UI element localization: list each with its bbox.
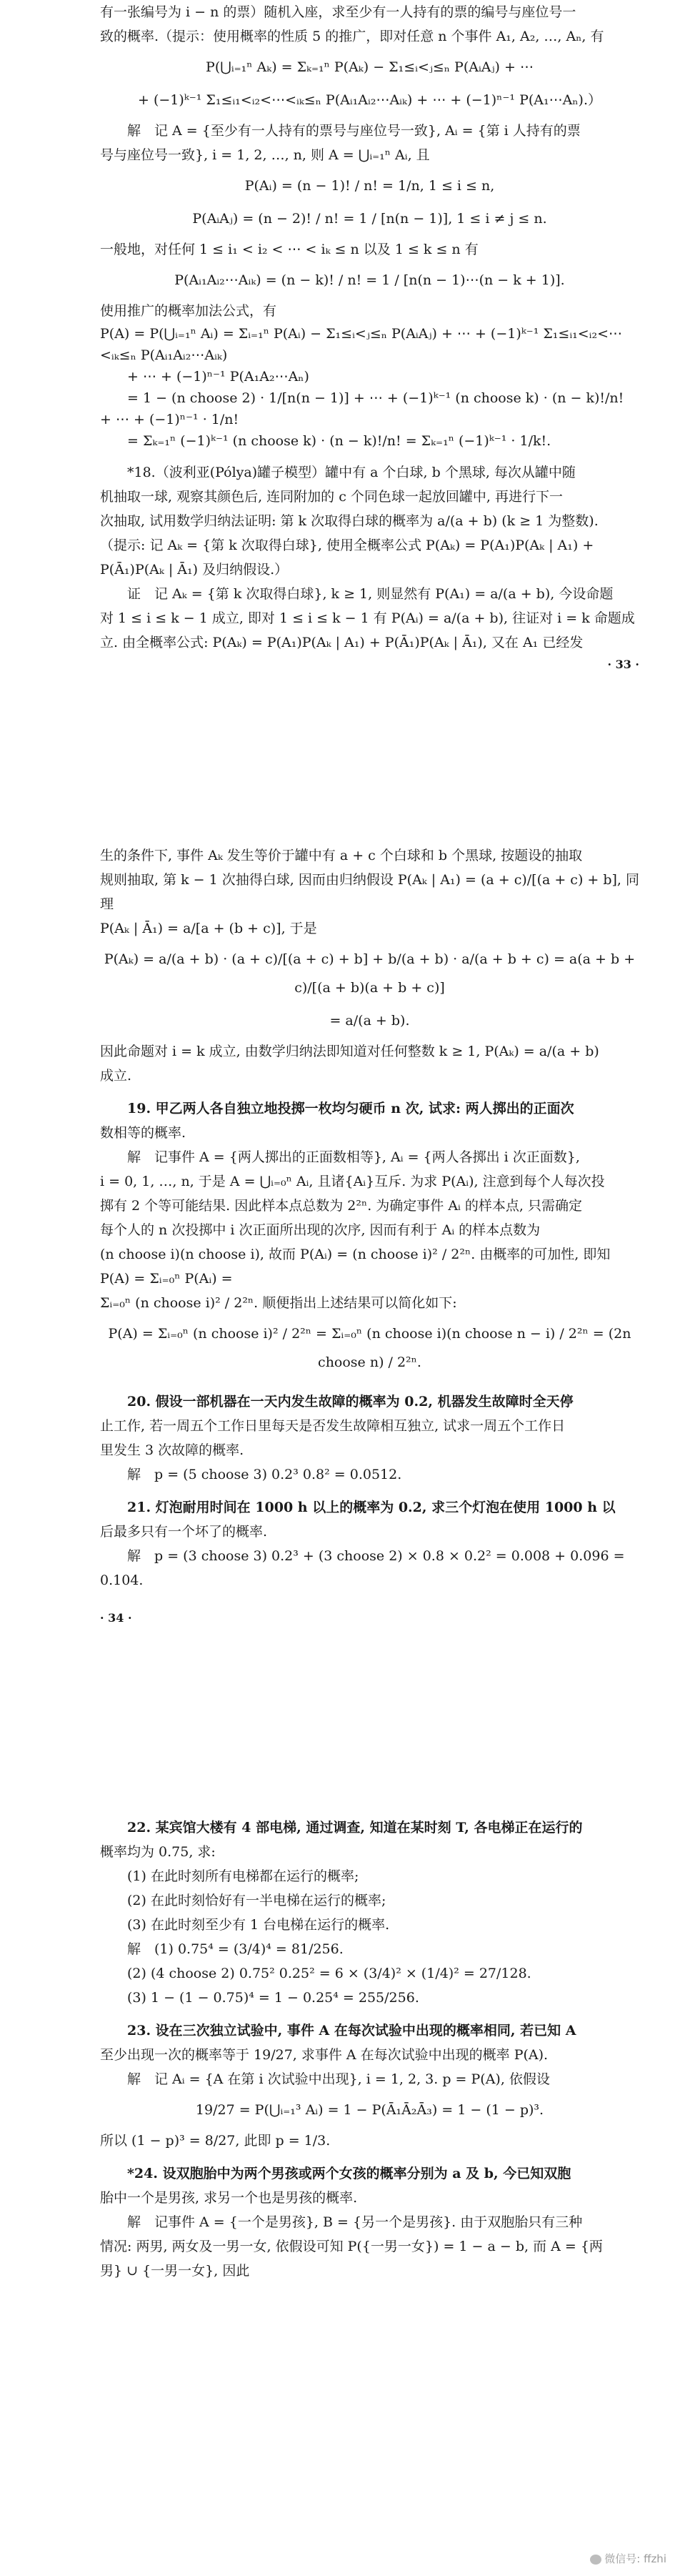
equation: = a/(a + b). <box>329 1013 410 1029</box>
text-line: 使用推广的概率加法公式，有 <box>100 303 277 319</box>
solution-text: 解 记 Aᵢ = {A 在第 i 次试验中出现}, i = 1, 2, 3. p = P(A), 依假设 <box>127 2071 550 2087</box>
equation: 19/27 = P(⋃ᵢ₌₁³ Aᵢ) = 1 − P(Ā₁Ā₂Ā₃) = 1 − (1 − p)³. <box>195 2102 544 2118</box>
text-line: 每个人的 n 次投掷中 i 次正面所出现的次序, 因而有利于 Aᵢ 的样本点数为 <box>100 1222 541 1238</box>
problem-23: 23. 设在三次独立试验中, 事件 A 在每次试验中出现的概率相同, 若已知 A <box>127 2023 576 2038</box>
text-line: 数相等的概率. <box>100 1125 186 1141</box>
equation: P(Aᵢ₁Aᵢ₂⋯Aᵢₖ) = (n − k)! / n! = 1 / [n(n − 1)⋯(n − k + 1)]. <box>174 272 565 288</box>
equation: P(Aₖ) = a/(a + b) · (a + c)/[(a + c) + b] + b/(a + b) · a/(a + b + c) = a(a + b + c)/[(a + b)(a + b + c)] <box>104 951 636 996</box>
equation: + (−1)ᵏ⁻¹ Σ₁≤ᵢ₁<ᵢ₂<⋯<ᵢₖ≤ₙ P(Aᵢ₁Aᵢ₂⋯Aᵢₖ) + ⋯ + (−1)ⁿ⁻¹ P(A₁⋯Aₙ).） <box>137 92 601 108</box>
problem-24: *24. 设双胞胎中为两个男孩或两个女孩的概率分别为 a 及 b, 今已知双胞 <box>127 2166 571 2181</box>
text-line: 有一张编号为 i − n 的票）随机入座，求至少有一人持有的票的编号与座位号一 <box>100 4 576 20</box>
text-line: (2) 在此时刻恰好有一半电梯在运行的概率; <box>127 1893 386 1908</box>
text-line: 立. 由全概率公式: P(Aₖ) = P(A₁)P(Aₖ | A₁) + P(Ā₁)P(Aₖ | Ā₁), 又在 A₁ 已经发 <box>100 635 584 650</box>
solution-text: 解 (1) 0.75⁴ = (3/4)⁴ = 81/256. <box>127 1941 344 1957</box>
solution-text: (2) (4 choose 2) 0.75² 0.25² = 6 × (3/4)² × (1/4)² = 27/128. <box>127 1966 531 1981</box>
text-line: 号与座位号一致}, i = 1, 2, …, n, 则 A = ⋃ᵢ₌₁ⁿ Aᵢ, 且 <box>100 147 430 163</box>
wechat-icon <box>590 2555 601 2565</box>
text-line: 成立. <box>100 1068 132 1084</box>
equation: = 1 − (n choose 2) · 1/[n(n − 1)] + ⋯ + (−1)ᵏ⁻¹ (n choose k) · (n − k)!/n! + ⋯ + (−1)ⁿ⁻¹ · 1/n! <box>100 390 629 427</box>
text-line: (n choose i)(n choose i), 故而 P(Aᵢ) = (n choose i)² / 2²ⁿ. 由概率的可加性, 即知 P(A) = Σᵢ₌₀ⁿ P(Aᵢ) = <box>100 1247 615 1287</box>
text-line: 掷有 2 个等可能结果. 因此样本点总数为 2²ⁿ. 为确定事件 Aᵢ 的样本点, 只需确定 <box>100 1198 582 1214</box>
equation: + ⋯ + (−1)ⁿ⁻¹ P(A₁A₂⋯Aₙ) <box>127 369 309 385</box>
wechat-watermark <box>590 2551 666 2566</box>
equation: P(Aᵢ) = (n − 1)! / n! = 1/n, 1 ≤ i ≤ n, <box>244 178 495 194</box>
solution-text: 解 p = (3 choose 3) 0.2³ + (3 choose 2) × 0.8 × 0.2² = 0.008 + 0.096 = 0.104. <box>100 1548 629 1588</box>
equation: P(AᵢAⱼ) = (n − 2)! / n! = 1 / [n(n − 1)], 1 ≤ i ≠ j ≤ n. <box>192 211 547 227</box>
page-number: · 33 · <box>607 658 639 671</box>
text-line: (3) 在此时刻至少有 1 台电梯在运行的概率. <box>127 1917 390 1933</box>
text-line: （提示: 记 Aₖ = {第 k 次取得白球}, 使用全概率公式 P(Aₖ) = P(A₁)P(Aₖ | A₁) + <box>100 538 594 553</box>
text-line: P(Aₖ | Ā₁) = a/[a + (b + c)], 于是 <box>100 921 317 936</box>
problem-19: 19. 甲乙两人各自独立地投掷一枚均匀硬币 n 次, 试求: 两人掷出的正面次 <box>127 1101 574 1116</box>
text-line: 次抽取, 试用数学归纳法证明: 第 k 次取得白球的概率为 a/(a + b) (k ≥ 1 为整数). <box>100 513 599 529</box>
text-line: 致的概率.（提示：使用概率的性质 5 的推广，即对任意 n 个事件 A₁, A₂, …, Aₙ, 有 <box>100 29 604 44</box>
equation: = Σₖ₌₁ⁿ (−1)ᵏ⁻¹ (n choose k) · (n − k)!/n! = Σₖ₌₁ⁿ (−1)ᵏ⁻¹ · 1/k!. <box>127 433 551 449</box>
equation: P(A) = P(⋃ᵢ₌₁ⁿ Aᵢ) = Σᵢ₌₁ⁿ P(Aᵢ) − Σ₁≤ᵢ<ⱼ≤ₙ P(AᵢAⱼ) + ⋯ + (−1)ᵏ⁻¹ Σ₁≤ᵢ₁<ᵢ₂<⋯<ᵢₖ≤ₙ P(Aᵢ₁Aᵢ₂⋯Aᵢₖ) <box>100 326 623 363</box>
text-line: (1) 在此时刻所有电梯都在运行的概率; <box>127 1868 359 1884</box>
text-line: 对 1 ≤ i ≤ k − 1 成立, 即对 1 ≤ i ≤ k − 1 有 P(Aᵢ) = a/(a + b), 往证对 i = k 命题成 <box>100 610 635 626</box>
solution-text: (3) 1 − (1 − 0.75)⁴ = 1 − 0.25⁴ = 255/256. <box>127 1990 419 2006</box>
text-line: 至少出现一次的概率等于 19/27, 求事件 A 在每次试验中出现的概率 P(A). <box>100 2047 549 2063</box>
text-line: 生的条件下, 事件 Aₖ 发生等价于罐中有 a + c 个白球和 b 个黑球, 按题设的抽取 <box>100 848 583 863</box>
page-34 <box>0 843 695 1765</box>
problem-21: 21. 灯泡耐用时间在 1000 h 以上的概率为 0.2, 求三个灯泡在使用 1000 h 以 <box>127 1500 616 1515</box>
text-line: 因此命题对 i = k 成立, 由数学归纳法即知道对任何整数 k ≥ 1, P(Aₖ) = a/(a + b) <box>100 1044 599 1059</box>
text-line: i = 0, 1, …, n, 于是 A = ⋃ᵢ₌₀ⁿ Aᵢ, 且诸{Aᵢ}互斥. 为求 P(Aᵢ), 注意到每个人每次投 <box>100 1174 605 1189</box>
problem-20: 20. 假设一部机器在一天内发生故障的概率为 0.2, 机器发生故障时全天停 <box>127 1394 574 1410</box>
solution-text: 解 记事件 A = {一个是男孩}, B = {另一个是男孩}. 由于双胞胎只有三种 <box>127 2214 583 2230</box>
text-line: 概率均为 0.75, 求: <box>100 1844 216 1860</box>
text-line: 后最多只有一个坏了的概率. <box>100 1524 268 1540</box>
watermark-text: 微信号: ffzhi <box>604 2552 666 2565</box>
equation: P(⋃ᵢ₌₁ⁿ Aₖ) = Σₖ₌₁ⁿ P(Aₖ) − Σ₁≤ᵢ<ⱼ≤ₙ P(AᵢAⱼ) + ⋯ <box>206 59 534 75</box>
page-number: · 34 · <box>100 1611 132 1625</box>
text-line: 所以 (1 − p)³ = 8/27, 此即 p = 1/3. <box>100 2133 331 2149</box>
solution-text: 解 p = (5 choose 3) 0.2³ 0.8² = 0.0512. <box>127 1467 402 1482</box>
problem-22: 22. 某宾馆大楼有 4 部电梯, 通过调查, 知道在某时刻 T, 各电梯正在运行的 <box>127 1820 583 1836</box>
text-line: 止工作, 若一周五个工作日里每天是否发生故障相互独立, 试求一周五个工作日 <box>100 1418 566 1434</box>
text-line: P(Ā₁)P(Aₖ | Ā₁) 及归纳假设.） <box>100 562 289 578</box>
solution-text: 解 记 A = {至少有一人持有的票号与座位号一致}, Aᵢ = {第 i 人持有的票 <box>127 123 581 139</box>
text-line: 机抽取一球, 观察其颜色后, 连同附加的 c 个同色球一起放回罐中, 再进行下一 <box>100 489 563 505</box>
text-line: Σᵢ₌₀ⁿ (n choose i)² / 2²ⁿ. 顺便指出上述结果可以简化如下: <box>100 1295 457 1311</box>
page-33 <box>0 0 695 808</box>
page-35 <box>0 1815 695 2576</box>
proof-text: 证 记 Aₖ = {第 k 次取得白球}, k ≥ 1, 则显然有 P(A₁) = a/(a + b), 今设命题 <box>127 586 614 602</box>
text-line: 里发生 3 次故障的概率. <box>100 1442 244 1458</box>
text-line: 情况: 两男, 两女及一男一女, 依假设可知 P({一男一女}) = 1 − a − b, 而 A = {两 <box>100 2239 603 2254</box>
problem-18: *18.（波利亚(Pólya)罐子模型）罐中有 a 个白球, b 个黑球, 每次从罐中随 <box>127 465 576 480</box>
text-line: 一般地，对任何 1 ≤ i₁ < i₂ < ⋯ < iₖ ≤ n 以及 1 ≤ k ≤ n 有 <box>100 242 479 257</box>
text-line: 男} ∪ {一男一女}, 因此 <box>100 2263 250 2279</box>
text-line: 胎中一个是男孩, 求另一个也是男孩的概率. <box>100 2190 358 2206</box>
equation: P(A) = Σᵢ₌₀ⁿ (n choose i)² / 2²ⁿ = Σᵢ₌₀ⁿ (n choose i)(n choose n − i) / 2²ⁿ = (2n choose n) / 2²ⁿ. <box>108 1326 631 1370</box>
solution-text: 解 记事件 A = {两人掷出的正面数相等}, Aᵢ = {两人各掷出 i 次正面数}, <box>127 1149 580 1165</box>
text-line: 规则抽取, 第 k − 1 次抽得白球, 因而由归纳假设 P(Aₖ | A₁) = (a + c)/[(a + c) + b], 同理 <box>100 872 640 912</box>
